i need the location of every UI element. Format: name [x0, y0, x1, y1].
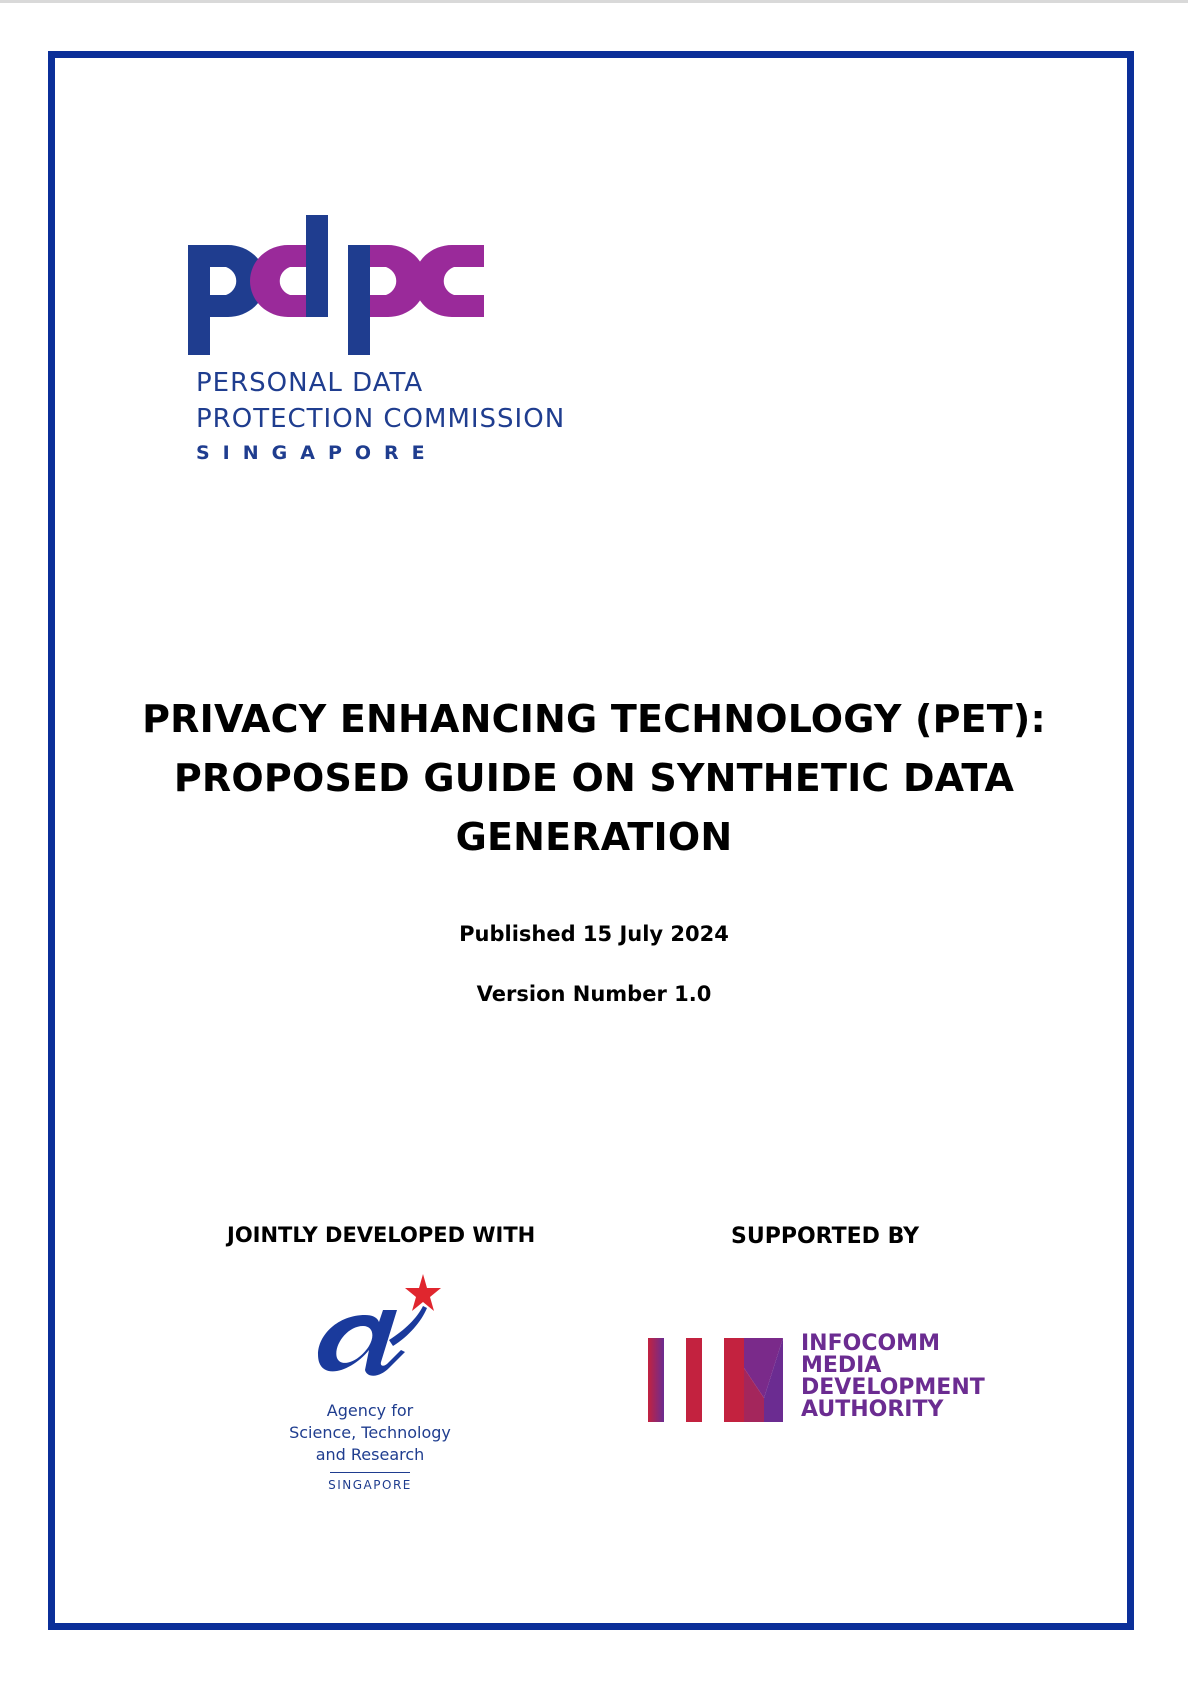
- imda-line-infocomm: INFOCOMM: [801, 1331, 940, 1356]
- top-rule: [0, 0, 1188, 3]
- pdpc-logo-mark: [188, 215, 488, 355]
- pdpc-line-singapore: SINGAPORE: [196, 442, 438, 464]
- imda-line-development: DEVELOPMENT: [801, 1375, 985, 1400]
- title-line-3: GENERATION: [455, 815, 733, 859]
- imda-line-media: MEDIA: [801, 1353, 882, 1378]
- astar-logo-mark: [305, 1270, 445, 1380]
- astar-line-science: Science, Technology: [289, 1423, 451, 1442]
- imda-logo-mark: [648, 1338, 783, 1422]
- jointly-developed-label: JOINTLY DEVELOPED WITH: [227, 1223, 536, 1247]
- published-date: Published 15 July 2024: [459, 922, 729, 946]
- pdpc-logo: [180, 215, 600, 470]
- astar-line-agency: Agency for: [326, 1401, 414, 1420]
- imda-line-authority: AUTHORITY: [801, 1397, 944, 1422]
- document-title: [90, 690, 1098, 867]
- astar-divider: [330, 1472, 410, 1473]
- version-number: Version Number 1.0: [476, 982, 712, 1006]
- pdpc-line-personal-data: PERSONAL DATA: [196, 368, 424, 398]
- supported-by-label: SUPPORTED BY: [731, 1224, 920, 1249]
- astar-line-singapore: SINGAPORE: [328, 1478, 412, 1492]
- title-line-1: PRIVACY ENHANCING TECHNOLOGY (PET):: [142, 697, 1046, 741]
- title-line-2: PROPOSED GUIDE ON SYNTHETIC DATA: [173, 756, 1015, 800]
- imda-logo: [648, 1333, 988, 1428]
- astar-line-research: and Research: [315, 1445, 425, 1464]
- astar-logo: [280, 1270, 460, 1495]
- pdpc-line-protection-commission: PROTECTION COMMISSION: [196, 404, 566, 434]
